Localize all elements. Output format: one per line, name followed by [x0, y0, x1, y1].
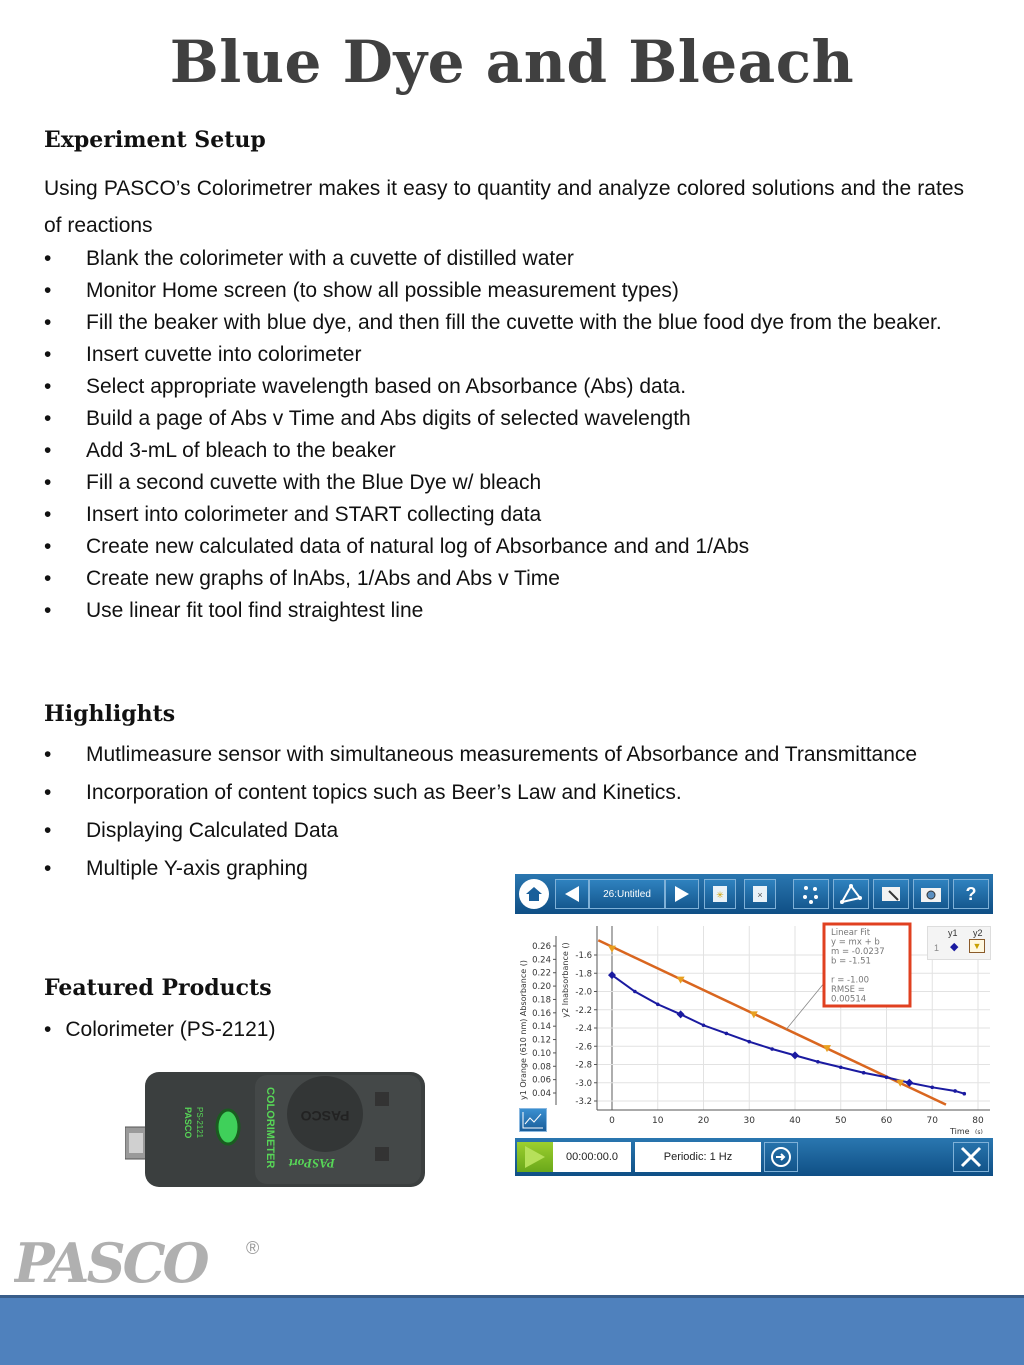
legend-run-label: 1	[934, 943, 940, 953]
data-points-icon	[801, 884, 821, 904]
list-item	[44, 275, 964, 306]
sync-button[interactable]	[764, 1142, 798, 1172]
list-item-text: Insert into colorimeter and START collecting data	[86, 503, 542, 526]
absorbance-graph[interactable]	[515, 920, 993, 1134]
y1-data-point	[770, 1047, 774, 1051]
sample-rate-selector[interactable]: Periodic: 1 Hz	[635, 1142, 761, 1172]
product-item	[44, 1018, 275, 1042]
intro-paragraph: Using PASCO’s Colorimetrer makes it easy to quantity and analyze colored solutions and the rates of reactions	[44, 177, 964, 237]
svg-text:×: ×	[757, 890, 763, 900]
y1-data-point	[962, 1092, 966, 1096]
bullet: •	[44, 1018, 52, 1041]
list-item-text: Insert cuvette into colorimeter	[86, 343, 362, 366]
list-item-text: Monitor Home screen (to show all possible measurement types)	[86, 279, 679, 302]
graph-tools-button[interactable]	[833, 879, 869, 909]
prev-page-icon	[565, 886, 579, 902]
y1-data-point	[862, 1071, 866, 1075]
list-item	[44, 243, 964, 274]
help-icon: ?	[965, 883, 977, 904]
prev-page-button[interactable]	[555, 879, 589, 909]
list-item-text: Select appropriate wavelength based on Absorbance (Abs) data.	[86, 375, 687, 398]
list-item-text: Multiple Y-axis graphing	[86, 857, 308, 880]
bullet: •	[44, 819, 52, 842]
list-item	[44, 403, 964, 434]
svg-text:PASCO: PASCO	[300, 1108, 350, 1124]
new-page-button[interactable]	[704, 879, 736, 909]
list-item-text: Fill the beaker with blue dye, and then fill the cuvette with the blue food dye from the beaker.	[86, 311, 942, 334]
tools-button[interactable]	[953, 1142, 989, 1172]
list-item	[44, 371, 964, 402]
svg-text:®: ®	[246, 1238, 260, 1258]
list-item	[44, 739, 964, 771]
x-tick-label: 30	[743, 1116, 755, 1126]
bullet: •	[44, 599, 52, 622]
snapshot-button[interactable]	[913, 879, 949, 909]
y1-data-point	[633, 990, 637, 994]
y1-tick-label: 0.08	[532, 1062, 551, 1073]
x-tick-label: 10	[652, 1116, 664, 1126]
featured-products-heading: Featured Products	[44, 975, 272, 1001]
device-label: COLORIMETER	[264, 1087, 276, 1169]
fit-text-r: r = -1.00	[831, 975, 870, 986]
delete-page-icon	[752, 885, 768, 903]
bullet: •	[44, 471, 52, 494]
page-selector[interactable]	[589, 879, 665, 909]
legend-y1-header: y1	[948, 928, 958, 938]
y2-tick-label: -1.8	[575, 969, 592, 980]
setup-steps-list	[44, 243, 964, 627]
y1-tick-label: 0.20	[532, 982, 551, 993]
legend-y2-header: y2	[973, 928, 983, 938]
product-label: Colorimeter (PS-2121)	[65, 1018, 276, 1041]
bullet: •	[44, 439, 52, 462]
home-button[interactable]	[519, 879, 549, 909]
tools-icon	[959, 1145, 983, 1169]
fit-text-m: m = -0.0237	[831, 947, 885, 957]
y1-data-point	[953, 1089, 957, 1093]
y1-data-point	[725, 1032, 729, 1036]
y2-tick-label: -3.0	[575, 1078, 592, 1089]
bullet: •	[44, 375, 52, 398]
list-item-text: Create new graphs of lnAbs, 1/Abs and Abs v Time	[86, 567, 560, 590]
bullet: •	[44, 781, 52, 804]
y1-data-point	[930, 1086, 934, 1090]
bullet: •	[44, 247, 52, 270]
bottom-controls	[515, 1138, 993, 1176]
delete-page-button[interactable]	[744, 879, 776, 909]
page-label: 26:Untitled	[603, 888, 651, 900]
y1-data-point	[885, 1075, 889, 1079]
y1-data-point	[656, 1002, 660, 1006]
journal-button[interactable]	[873, 879, 909, 909]
x-tick-label: 60	[880, 1116, 893, 1126]
bullet: •	[44, 311, 52, 334]
top-toolbar	[515, 874, 993, 914]
y2-axis-label: y2 lnabsorbance ()	[561, 942, 570, 1018]
play-icon	[525, 1146, 545, 1168]
list-item	[44, 467, 964, 498]
bullet: •	[44, 503, 52, 526]
x-tick-label: 50	[835, 1116, 847, 1126]
list-item-text: Build a page of Abs v Time and Abs digits of selected wavelength	[86, 407, 691, 430]
bullet: •	[44, 535, 52, 558]
list-item	[44, 563, 964, 594]
y1-tick-label: 0.04	[532, 1089, 551, 1099]
graph-display-button[interactable]	[519, 1108, 547, 1132]
new-page-icon	[712, 885, 728, 903]
list-item-text: Blank the colorimeter with a cuvette of distilled water	[86, 247, 574, 270]
y1-tick-label: 0.14	[532, 1022, 551, 1033]
y2-tick-label: -2.8	[575, 1060, 592, 1071]
y1-data-point	[816, 1060, 820, 1064]
power-button-icon	[217, 1110, 239, 1144]
highlights-list	[44, 739, 964, 891]
y1-tick-label: 0.12	[532, 1035, 551, 1046]
svg-text:PASCO: PASCO	[14, 1234, 207, 1286]
y2-tick-label: -2.0	[575, 987, 592, 998]
list-item-text: Incorporation of content topics such as Beer’s Law and Kinetics.	[86, 781, 682, 804]
y1-tick-label: 0.06	[532, 1075, 551, 1086]
list-item	[44, 815, 964, 847]
series-legend[interactable]	[927, 926, 991, 960]
list-item-text: Fill a second cuvette with the Blue Dye w/ bleach	[86, 471, 542, 494]
x-tick-label: 0	[609, 1116, 615, 1126]
y2-tick-label: -1.6	[575, 951, 592, 961]
fit-text-rmse-label: RMSE =	[831, 985, 865, 995]
graph-icon	[520, 1109, 546, 1131]
list-item	[44, 435, 964, 466]
experiment-setup-heading: Experiment Setup	[44, 127, 266, 153]
list-item-text: Displaying Calculated Data	[86, 819, 339, 842]
start-button[interactable]	[517, 1142, 553, 1172]
x-axis-unit: (s)	[975, 1129, 983, 1134]
help-button[interactable]	[953, 879, 989, 909]
list-item	[44, 339, 964, 370]
highlights-heading: Highlights	[44, 701, 176, 727]
y1-tick-label: 0.10	[532, 1048, 551, 1059]
next-page-button[interactable]	[665, 879, 699, 909]
next-page-icon	[675, 886, 689, 902]
list-item-text: Mutlimeasure sensor with simultaneous measurements of Absorbance and Transmittance	[86, 743, 918, 766]
y2-triangle-icon[interactable]: ▼	[969, 939, 985, 953]
bullet: •	[44, 279, 52, 302]
list-item	[44, 595, 964, 626]
data-points-button[interactable]	[793, 879, 829, 909]
clock-icon	[770, 1146, 792, 1168]
y1-tick-label: 0.22	[532, 968, 551, 979]
sparkvue-screenshot	[515, 874, 993, 1176]
y2-tick-label: -2.4	[575, 1024, 592, 1034]
x-tick-label: 70	[926, 1116, 938, 1126]
svg-text:✳: ✳	[716, 890, 724, 900]
y1-data-point	[702, 1023, 706, 1027]
list-item	[44, 307, 964, 338]
list-item-text: Use linear fit tool find straightest line	[86, 599, 424, 622]
journal-icon	[881, 885, 901, 903]
fit-text-equation: y = mx + b	[831, 937, 880, 948]
y2-tick-label: -2.6	[575, 1042, 592, 1053]
elapsed-time: 00:00:00.0	[553, 1142, 631, 1172]
bullet: •	[44, 567, 52, 590]
list-item-text: Add 3-mL of bleach to the beaker	[86, 439, 396, 462]
fit-text-b: b = -1.51	[831, 956, 871, 967]
svg-text:PASPort: PASPort	[289, 1156, 335, 1171]
fit-text-title: Linear Fit	[831, 928, 871, 938]
list-item	[44, 777, 964, 809]
page-title: Blue Dye and Bleach	[169, 28, 855, 96]
bullet: •	[44, 857, 52, 880]
y1-tick-label: 0.16	[532, 1008, 551, 1019]
list-item	[44, 531, 964, 562]
svg-text:PS-2121: PS-2121	[195, 1107, 204, 1139]
list-item	[44, 499, 964, 530]
list-item-text: Create new calculated data of natural log of Absorbance and and 1/Abs	[86, 535, 750, 558]
home-icon	[526, 887, 542, 901]
graph-tools-icon	[840, 884, 862, 904]
y1-tick-label: 0.26	[532, 942, 551, 952]
x-axis-label: Time	[950, 1127, 970, 1134]
pasco-logo	[14, 1234, 274, 1286]
x-tick-label: 20	[697, 1116, 710, 1126]
x-tick-label: 80	[972, 1116, 984, 1126]
colorimeter-device-image	[125, 1067, 425, 1192]
fit-text-rmse: 0.00514	[831, 994, 867, 1005]
snapshot-icon	[920, 885, 942, 903]
bullet: •	[44, 743, 52, 766]
y1-diamond-icon: ◆	[950, 941, 959, 953]
svg-text:PASCO: PASCO	[183, 1107, 193, 1139]
y1-axis-label: y1 Orange (610 nm) Absorbance ()	[519, 960, 528, 1100]
y1-tick-label: 0.18	[532, 995, 551, 1006]
x-tick-label: 40	[789, 1116, 801, 1126]
y2-tick-label: -2.2	[575, 1005, 592, 1016]
bullet: •	[44, 407, 52, 430]
bullet: •	[44, 343, 52, 366]
y1-tick-label: 0.24	[532, 955, 551, 966]
y1-data-point	[747, 1040, 751, 1044]
y2-tick-label: -3.2	[575, 1097, 592, 1107]
footer-bar	[0, 1295, 1024, 1365]
y1-data-point	[839, 1065, 843, 1069]
